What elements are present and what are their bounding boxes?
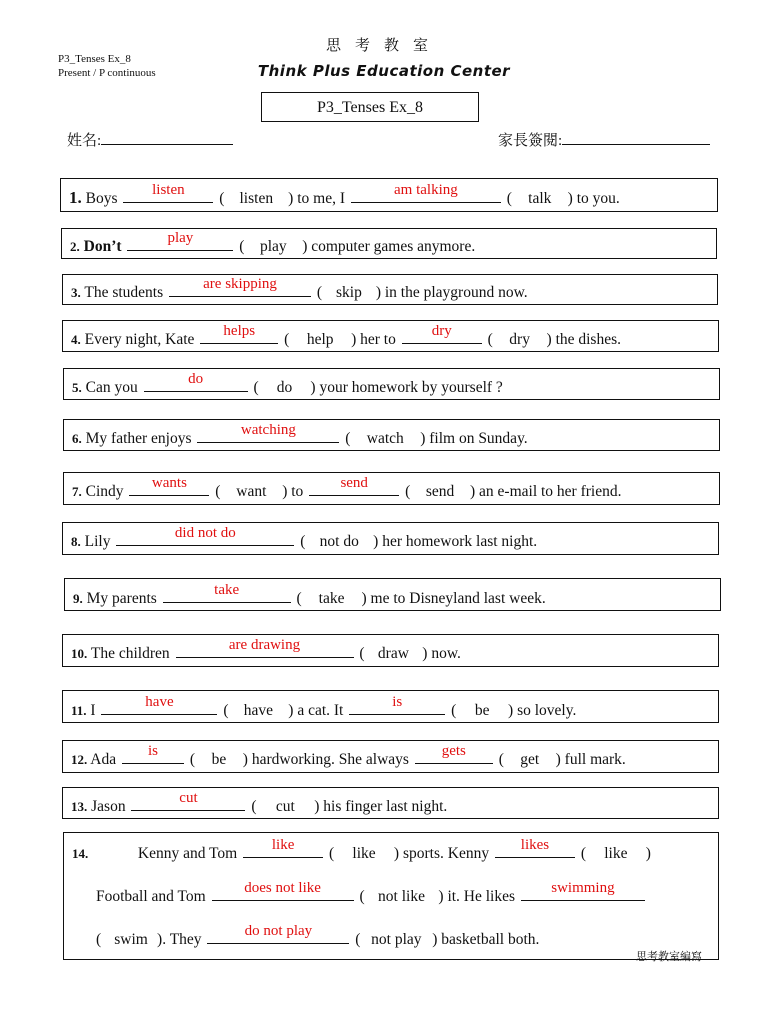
base-verb: want <box>236 483 267 500</box>
text: so lovely. <box>517 702 577 719</box>
question-11: 11. I have ( have ) a cat. It is ( be ) so lovely. <box>62 690 719 723</box>
text: Don’t <box>83 238 122 255</box>
answer-blank[interactable] <box>131 790 245 811</box>
base-verb: swim <box>114 931 148 948</box>
text: basketball both. <box>441 931 540 948</box>
text: his finger last night. <box>323 798 448 815</box>
answer: does not like <box>244 880 321 896</box>
base-verb: cut <box>275 798 295 815</box>
question-number: 7. <box>72 484 82 499</box>
answer-blank[interactable] <box>127 230 233 251</box>
answer: cut <box>179 790 198 806</box>
base-verb: not like <box>378 888 425 905</box>
text: I <box>90 702 96 719</box>
answer-blank[interactable] <box>415 743 493 764</box>
answer: likes <box>520 837 550 853</box>
base-verb: watch <box>366 430 404 447</box>
base-verb: draw <box>377 645 409 662</box>
text: an e-mail to her friend. <box>479 483 622 500</box>
base-verb: play <box>259 238 287 255</box>
answer-blank[interactable] <box>521 880 645 901</box>
answer: gets <box>441 743 466 759</box>
answer-blank[interactable] <box>212 880 354 901</box>
base-verb: get <box>520 751 540 768</box>
text: Jason <box>91 798 126 815</box>
answer: do not play <box>244 923 313 939</box>
text: Ada <box>90 751 117 768</box>
answer: helps <box>223 323 256 339</box>
header-info <box>58 52 156 80</box>
answer: listen <box>152 182 185 198</box>
base-verb: do <box>276 379 293 396</box>
answer-blank[interactable] <box>349 694 445 715</box>
answer-blank[interactable] <box>309 475 399 496</box>
base-verb: like <box>352 845 376 862</box>
text: sports. Kenny <box>402 845 490 862</box>
question-number: 14. <box>72 846 89 861</box>
base-verb: skip <box>336 284 362 301</box>
text: to you. <box>576 190 620 207</box>
text: computer games anymore. <box>311 238 476 255</box>
base-verb: listen <box>239 190 274 207</box>
text: My father enjoys <box>85 430 192 447</box>
answer: am talking <box>394 182 458 198</box>
question-number: 11. <box>71 703 87 718</box>
answer: like <box>271 837 295 853</box>
base-verb: not play <box>371 931 422 948</box>
footer-credit: 思考教室編寫 <box>636 951 702 963</box>
answer-blank[interactable] <box>207 923 349 944</box>
question-13: 13. Jason cut ( cut ) his finger last night. <box>62 787 719 819</box>
answer-blank[interactable] <box>163 582 291 603</box>
question-number: 3. <box>71 285 81 300</box>
question-7: 7. Cindy wants ( want ) to send ( send ) an e-mail to her friend. <box>63 472 720 505</box>
base-verb: have <box>243 702 274 719</box>
answer-blank[interactable] <box>200 323 278 344</box>
base-verb: be <box>474 702 490 719</box>
answer-blank[interactable] <box>197 422 339 443</box>
answer-blank[interactable] <box>122 743 184 764</box>
answer: play <box>167 230 194 246</box>
text: me to Disneyland last week. <box>370 590 546 607</box>
text: Kenny and Tom <box>137 845 238 862</box>
english-title: Think Plus Education Center <box>257 62 511 80</box>
name-label: 姓名: <box>67 133 102 149</box>
answer: are skipping <box>203 276 277 292</box>
answer: did not do <box>174 525 236 541</box>
answer: watching <box>240 422 296 438</box>
question-6: 6. My father enjoys watching ( watch ) film on Sunday. <box>63 419 720 451</box>
question-1: 1. Boys listen ( listen ) to me, I am talking ( talk ) to you. <box>60 178 718 212</box>
answer-blank[interactable] <box>176 637 354 658</box>
answer-blank[interactable] <box>495 837 575 858</box>
answer: do <box>188 371 204 387</box>
text: full mark. <box>564 751 626 768</box>
answer: is <box>392 694 403 710</box>
base-verb: like <box>604 845 628 862</box>
answer: send <box>340 475 368 491</box>
text: film on Sunday. <box>429 430 528 447</box>
title-box: P3_Tenses Ex_8 <box>261 92 479 122</box>
question-9: 9. My parents take ( take ) me to Disneyland last week. <box>64 578 721 611</box>
text: Cindy <box>85 483 124 500</box>
question-10: 10. The children are drawing ( draw ) now. <box>62 634 719 667</box>
question-number: 12. <box>71 752 88 767</box>
base-verb: not do <box>319 533 359 550</box>
answer-blank[interactable] <box>402 323 482 344</box>
answer: is <box>147 743 158 759</box>
base-verb: send <box>425 483 455 500</box>
text: your homework by yourself ? <box>319 379 503 396</box>
question-3: 3. The students are skipping ( skip ) in the playground now. <box>62 274 718 305</box>
text: The children <box>90 645 170 662</box>
question-number: 6. <box>72 431 82 446</box>
name-field <box>67 129 233 150</box>
question-number: 13. <box>71 799 88 814</box>
answer: are drawing <box>228 637 301 653</box>
text: Can you <box>85 379 138 396</box>
question-14: 14. Kenny and Tom like ( like ) sports. Kenny likes ( like ) Football and Tom does not like ( not like ) it. He likes swimming ( swim ). They do not play ( not play ) basketball both. <box>63 832 719 960</box>
answer-blank[interactable] <box>101 694 217 715</box>
question-8: 8. Lily did not do ( not do ) her homework last night. <box>62 522 719 555</box>
text: Every night, Kate <box>84 331 195 348</box>
question-number: 2. <box>70 239 80 254</box>
base-verb: take <box>318 590 345 607</box>
text: her homework last night. <box>382 533 538 550</box>
question-12: 12. Ada is ( be ) hardworking. She always gets ( get ) full mark. <box>62 740 719 773</box>
question-2: 2. Don’t play ( play ) computer games anymore. <box>61 228 717 259</box>
answer-blank[interactable] <box>123 182 213 203</box>
answer-blank[interactable] <box>144 371 248 392</box>
text: to <box>291 483 304 500</box>
question-number: 4. <box>71 332 81 347</box>
text: now. <box>431 645 461 662</box>
answer: take <box>214 582 240 598</box>
answer-blank[interactable] <box>129 475 209 496</box>
base-verb: be <box>211 751 227 768</box>
text: in the playground now. <box>384 284 528 301</box>
text: a cat. It <box>297 702 344 719</box>
question-5: 5. Can you do ( do ) your homework by yourself ? <box>63 368 720 400</box>
question-number: 8. <box>71 534 81 549</box>
exercise-code: P3_Tenses Ex_8 <box>58 53 131 65</box>
text: The students <box>84 284 164 301</box>
base-verb: help <box>306 331 334 348</box>
answer-blank[interactable] <box>351 182 501 203</box>
text: . They <box>162 931 202 948</box>
text: to me, I <box>297 190 345 207</box>
question-number: 1. <box>69 188 82 207</box>
answer-blank[interactable] <box>243 837 323 858</box>
text: it. He likes <box>447 888 516 905</box>
text: hardworking. She always <box>251 751 409 768</box>
question-number: 5. <box>72 380 82 395</box>
question-number: 9. <box>73 591 83 606</box>
text: her to <box>360 331 396 348</box>
question-number: 10. <box>71 646 88 661</box>
answer: have <box>145 694 174 710</box>
text: Boys <box>85 190 118 207</box>
base-verb: dry <box>509 331 530 348</box>
answer-blank[interactable] <box>169 276 311 297</box>
exercise-subtitle: Present / P continuous <box>58 67 156 79</box>
text: Lily <box>84 533 111 550</box>
chinese-title: 思考教室 <box>325 38 442 54</box>
answer-blank[interactable] <box>116 525 294 546</box>
answer: wants <box>151 475 187 491</box>
signature-line[interactable] <box>562 130 710 145</box>
text: the dishes. <box>555 331 621 348</box>
question-4: 4. Every night, Kate helps ( help ) her to dry ( dry ) the dishes. <box>62 320 719 352</box>
answer: swimming <box>551 880 615 896</box>
signature-field <box>498 129 710 150</box>
answer: dry <box>431 323 452 339</box>
text: My parents <box>86 590 157 607</box>
signature-label: 家長簽閱: <box>498 133 563 149</box>
text: Football and Tom <box>96 888 206 905</box>
base-verb: talk <box>528 190 552 207</box>
name-line[interactable] <box>101 130 233 145</box>
